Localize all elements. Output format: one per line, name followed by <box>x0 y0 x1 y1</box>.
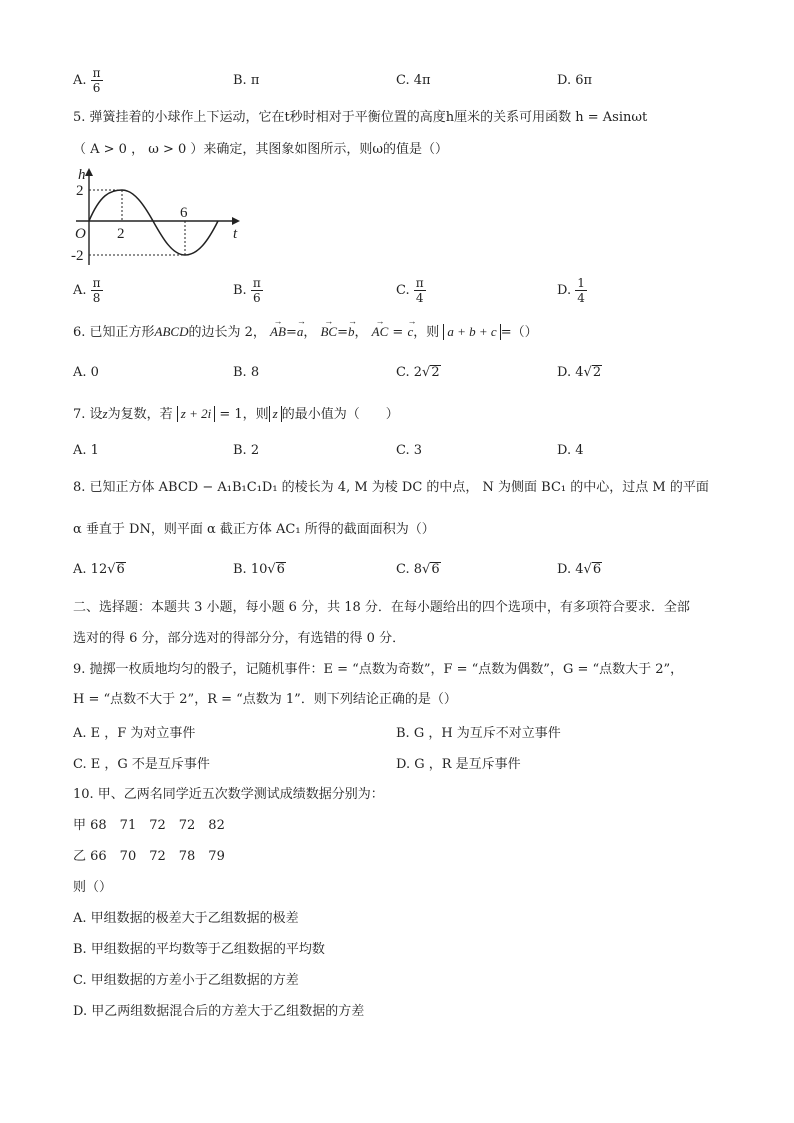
q8-stem-line2: α 垂直于 DN，则平面 α 截正方体 AC₁ 所得的截面面积为（） <box>73 522 435 537</box>
q8-option-c: C. 8√6 <box>396 562 440 577</box>
q7-option-a: A. 1 <box>73 443 99 458</box>
q5-option-d: D. $\frac{1}{4}$ <box>557 276 585 305</box>
q10-data-yi: 乙 66 70 72 78 79 <box>73 849 225 864</box>
q7-stem: 7. 设z为复数，若 z + 2i = 1，则 z 的最小值为（ ） <box>73 406 399 422</box>
q5-option-b: B. $\frac{\pi}{6}$ <box>233 276 261 305</box>
graph-x-arrow <box>232 217 240 225</box>
q7-option-c: C. 3 <box>396 443 423 458</box>
q8-option-d: D. 4√6 <box>557 562 602 577</box>
graph-sine-curve <box>89 190 218 255</box>
q5-sine-graph <box>70 165 250 270</box>
q8-option-b: B. 10√6 <box>233 562 285 577</box>
q4-option-b: B. π <box>233 73 260 88</box>
graph-y-bottom-label: -2 <box>71 248 84 264</box>
q10-stem: 10. 甲、乙两名同学近五次数学测试成绩数据分别为： <box>73 787 384 802</box>
q7-option-d: D. 4 <box>557 443 584 458</box>
q5-option-c: C. $\frac{\pi}{4}$ <box>396 276 424 305</box>
q9-stem-line1: 9. 抛掷一枚质地均匀的骰子，记随机事件：E = “点数为奇数”，F = “点数为偶数”，G = “点数大于 2”， <box>73 662 684 677</box>
q5-option-a: A. $\frac{\pi}{8}$ <box>73 276 101 305</box>
q10-then: 则（） <box>73 880 113 895</box>
graph-x-mark-2: 2 <box>117 226 125 242</box>
q9-option-d: D. G ，R 是互斥事件 <box>396 757 521 772</box>
q9-option-a: A. E ，F 为对立事件 <box>73 726 196 741</box>
q5-stem-line1: 5. 弹簧挂着的小球作上下运动，它在t秒时相对于平衡位置的高度h厘米的关系可用函数 h = Asinωt <box>73 110 648 125</box>
q6-option-d: D. 4√2 <box>557 365 602 380</box>
q10-option-b: B. 甲组数据的平均数等于乙组数据的平均数 <box>73 942 325 957</box>
q7-option-b: B. 2 <box>233 443 260 458</box>
q6-option-b: B. 8 <box>233 365 260 380</box>
q8-stem-line1: 8. 已知正方体 ABCD − A₁B₁C₁D₁ 的棱长为 4, M 为棱 DC 的中点， N 为侧面 BC₁ 的中心，过点 M 的平面 <box>73 480 709 495</box>
graph-x-mark-6: 6 <box>180 205 188 221</box>
q4-option-a-fraction: $\frac{\pi}{6}$ <box>92 66 101 95</box>
q4-option-d: D. 6π <box>557 73 593 88</box>
q10-data-jia: 甲 68 71 72 72 82 <box>73 818 225 833</box>
q4-option-c: C. 4π <box>396 73 431 88</box>
q9-option-b: B. G ，H 为互斥不对立事件 <box>396 726 561 741</box>
q6-option-c: C. 2√2 <box>396 365 440 380</box>
q6-stem: 6. 已知正方形ABCD的边长为 2， → AB=→ a， → BC=→ b， → AC = → c，则 a + b + c =（） <box>73 322 753 343</box>
graph-h-label: h <box>78 167 86 183</box>
q5-stem-line2: （ A > 0 ， ω > 0 ）来确定，其图象如图所示，则ω的值是（） <box>73 142 448 157</box>
q9-stem-line2: H = “点数不大于 2”，R = “点数为 1”．则下列结论正确的是（） <box>73 692 457 707</box>
q6-abs-expression: a + b + c <box>443 324 500 340</box>
q4-option-a: A. $\frac{\pi}{6}$ <box>73 66 101 95</box>
q6-option-a: A. 0 <box>73 365 99 380</box>
graph-origin-label: O <box>75 226 86 242</box>
section2-heading-line2: 选对的得 6 分，部分选对的得部分分，有选错的得 0 分． <box>73 631 406 646</box>
graph-y-arrow <box>85 168 93 176</box>
graph-t-label: t <box>233 226 238 242</box>
q9-option-c: C. E ，G 不是互斥事件 <box>73 757 210 772</box>
section2-heading-line1: 二、选择题：本题共 3 小题，每小题 6 分，共 18 分．在每小题给出的四个选项中，有多项符合要求．全部 <box>73 600 690 615</box>
q10-option-a: A. 甲组数据的极差大于乙组数据的极差 <box>73 911 299 926</box>
q8-option-a: A. 12√6 <box>73 562 125 577</box>
q10-option-c: C. 甲组数据的方差小于乙组数据的方差 <box>73 973 299 988</box>
graph-y-top-label: 2 <box>76 183 84 199</box>
q10-option-d: D. 甲乙两组数据混合后的方差大于乙组数据的方差 <box>73 1004 365 1019</box>
